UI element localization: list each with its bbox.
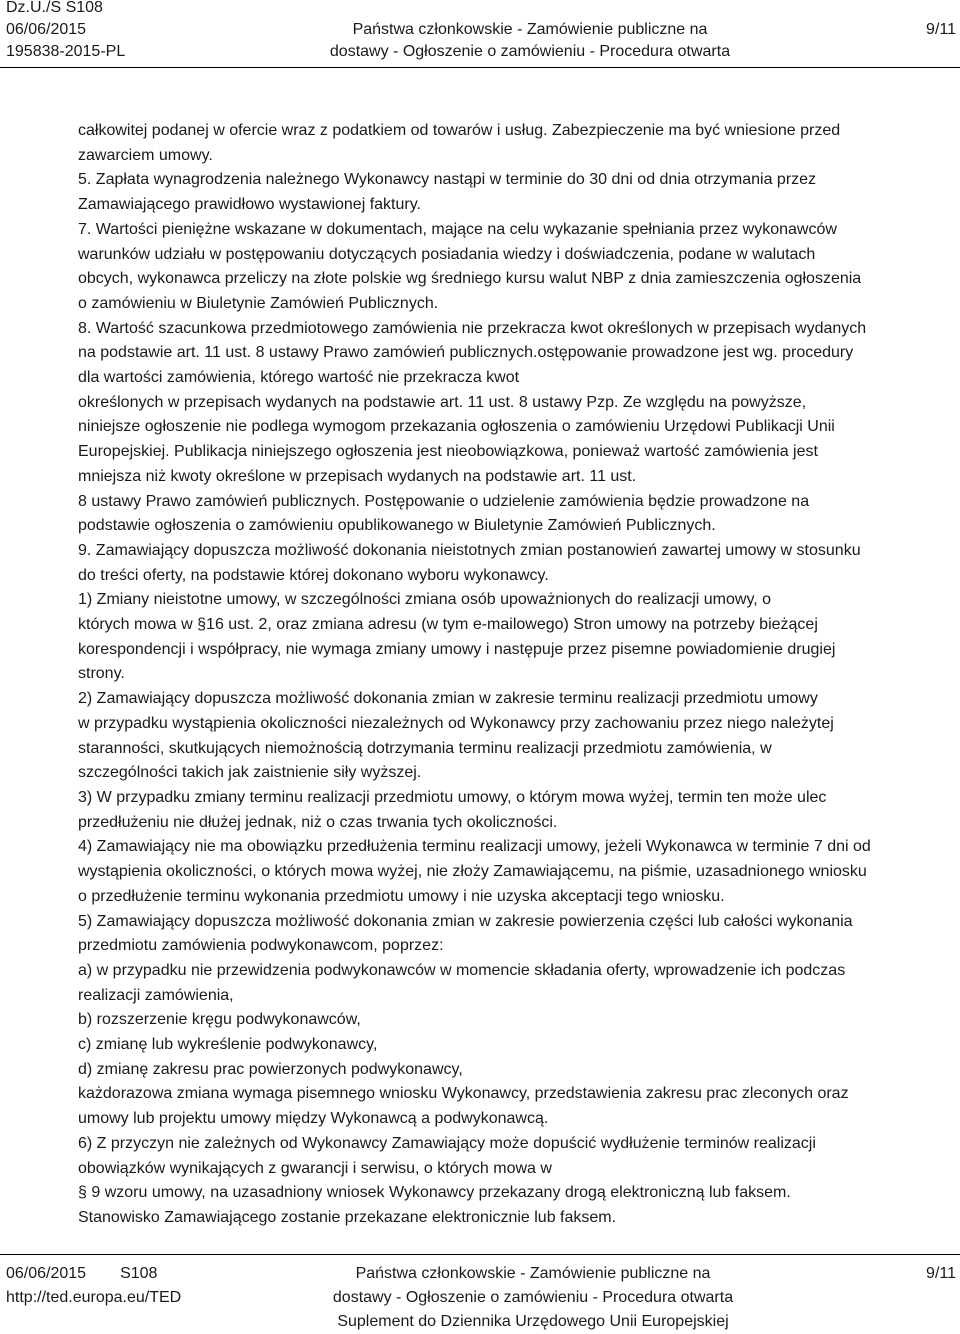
header-reference	[6, 0, 125, 63]
body-text-line: 1) Zmiany nieistotne umowy, w szczególności zmiana osób upoważnionych do realizacji umowy, o	[78, 591, 772, 609]
body-text-line: 8. Wartość szacunkowa przedmiotowego zamówienia nie przekracza kwot określonych w przepisach wydanych	[78, 319, 867, 337]
body-text-line: Stanowisko Zamawiającego zostanie przekazane elektronicznie lub faksem.	[78, 1208, 617, 1226]
body-text-line: mniejsza niż kwoty określone w przepisach wydanych na podstawie art. 11 ust.	[78, 467, 637, 485]
notice-number: 195838-2015-PL	[6, 43, 126, 60]
body-text-line: korespondencji i współpracy, nie wymaga zmiany umowy i następuje przez pisemne powiadomienie drugiej	[78, 640, 836, 658]
body-text-line: 9. Zamawiający dopuszcza możliwość dokonania nieistotnych zmian postanowień zawartej umowy w stosunku	[78, 541, 861, 559]
body-text-line: strony.	[78, 665, 125, 683]
page-header	[0, 0, 960, 66]
body-text-line: których mowa w §16 ust. 2, oraz zmiana adresu (w tym e-mailowego) Stron umowy na potrzeby bieżącej	[78, 616, 818, 634]
body-text-line: warunków udziału w postępowaniu dotyczących posiadania wiedzy i doświadczenia, podane w walutach	[78, 245, 816, 263]
footer-url[interactable]: http://ted.europa.eu/TED	[6, 1289, 182, 1306]
body-text-line: przedmiotu zamówienia podwykonawcom, poprzez:	[78, 937, 444, 955]
body-text-line: szczególności takich jak zaistnienie siły wyższej.	[78, 764, 422, 782]
header-date: 06/06/2015	[6, 21, 87, 38]
body-text-line: do treści oferty, na podstawie której dokonano wyboru wykonawcy.	[78, 566, 549, 584]
body-text-line: niniejsze ogłoszenie nie podlega wymogom przekazania ogłoszenia o zamówieniu Urzędowi Publikacji Unii	[78, 418, 835, 436]
body-text-line: o przedłużenie terminu wykonania przedmiotu umowy i nie uzyska akceptacji tego wniosku.	[78, 887, 725, 905]
header-divider	[0, 67, 960, 68]
body-text-line: obowiązków wynikających z gwarancji i serwisu, o których mowa w	[78, 1159, 552, 1177]
body-text-line: Zamawiającego prawidłowo wystawionej faktury.	[78, 196, 421, 214]
footer-section: S108	[120, 1265, 158, 1282]
footer-title-line-2: dostawy - Ogłoszenie o zamówieniu - Procedura otwarta	[332, 1289, 734, 1306]
body-text-line: § 9 wzoru umowy, na uzasadniony wniosek Wykonawcy przekazany drogą elektroniczną lub faksem.	[78, 1184, 791, 1202]
body-text-line: Europejskiej. Publikacja niniejszego ogłoszenia jest nieobowiązkowa, ponieważ wartość zamówienia jest	[78, 443, 818, 461]
body-text-line: podstawie ogłoszenia o zamówieniu opublikowanego w Biuletynie Zamówień Publicznych.	[78, 517, 716, 535]
body-text-line: staranności, skutkujących niemożnością dotrzymania terminu realizacji przedmiotu zamówienia, w	[78, 739, 772, 757]
body-text-line: 2) Zamawiający dopuszcza możliwość dokonania zmian w zakresie terminu realizacji przedmiotu umowy	[78, 690, 818, 708]
document-body	[78, 119, 956, 1231]
body-text-line: wystąpienia okoliczności, o których mowa wyżej, nie złoży Zamawiającemu, na piśmie, uzasadnionego wniosku	[78, 863, 867, 881]
body-text-line: dla wartości zamówienia, którego wartość nie przekracza kwot	[78, 369, 520, 387]
body-text-line: c) zmianę lub wykreślenie podwykonawcy,	[78, 1036, 378, 1054]
body-text-line: w przypadku wystąpienia okoliczności niezależnych od Wykonawcy przy zachowaniu przez niego należytej	[78, 714, 834, 732]
body-text-line: całkowitej podanej w ofercie wraz z podatkiem od towarów i usług. Zabezpieczenie ma być wniesione przed	[78, 122, 841, 139]
body-text-line: zawarciem umowy.	[78, 146, 213, 164]
footer-divider	[0, 1254, 960, 1255]
body-text-line: obcych, wykonawca przeliczy na złote polskie wg średniego kursu walut NBP z dnia zamieszczenia ogłoszenia	[78, 270, 862, 288]
body-text-line: 3) W przypadku zmiany terminu realizacji przedmiotu umowy, o którym mowa wyżej, termin ten może ulec	[78, 788, 827, 806]
body-text-line: 5. Zapłata wynagrodzenia należnego Wykonawcy nastąpi w terminie do 30 dni od dnia otrzymania przez	[78, 171, 817, 189]
body-text-line: na podstawie art. 11 ust. 8 ustawy Prawo zamówień publicznych.ostępowanie prowadzone jest wg. procedury	[78, 344, 854, 362]
footer-title	[308, 1262, 758, 1334]
header-title	[315, 19, 745, 63]
body-text-line: 5) Zamawiający dopuszcza możliwość dokonania zmian w zakresie powierzenia części lub całości wykonania	[78, 912, 853, 930]
journal-reference: Dz.U./S S108	[6, 0, 103, 16]
body-text-line: 8 ustawy Prawo zamówień publicznych. Postępowanie o udzielenie zamówienia będzie prowadzone na	[78, 492, 810, 510]
body-text-line: 6) Z przyczyn nie zależnych od Wykonawcy Zamawiający może dopuścić wydłużenie terminów realizacji	[78, 1134, 816, 1152]
footer-title-line-3: Suplement do Dziennika Urzędowego Unii Europejskiej	[337, 1313, 729, 1330]
body-text-line: 4) Zamawiający nie ma obowiązku przedłużenia terminu realizacji umowy, jeżeli Wykonawca w terminie 7 dni od	[78, 838, 871, 856]
body-text-line: umowy lub projektu umowy między Wykonawcą a podwykonawcą.	[78, 1110, 549, 1128]
body-text-line: określonych w przepisach wydanych na podstawie art. 11 ust. 8 ustawy Pzp. Ze względu na powyższe,	[78, 393, 807, 411]
header-title-line-2: dostawy - Ogłoszenie o zamówieniu - Procedura otwarta	[329, 43, 731, 60]
body-text-line: b) rozszerzenie kręgu podwykonawców,	[78, 1011, 361, 1029]
body-text-line: 7. Wartości pieniężne wskazane w dokumentach, mające na celu wykazanie spełniania przez wykonawców	[78, 220, 837, 238]
body-text-line: d) zmianę zakresu prac powierzonych podwykonawcy,	[78, 1060, 463, 1078]
header-page-number: 9/11	[926, 21, 956, 38]
footer-title-line-1: Państwa członkowskie - Zamówienie publiczne na	[355, 1265, 711, 1282]
body-text-line: a) w przypadku nie przewidzenia podwykonawców w momencie składania oferty, wprowadzenie ich podczas	[78, 961, 846, 979]
header-title-line-1: Państwa członkowskie - Zamówienie publiczne na	[352, 21, 708, 38]
body-text-line: o zamówieniu w Biuletynie Zamówień Publicznych.	[78, 294, 439, 312]
body-text-line: każdorazowa zmiana wymaga pisemnego wniosku Wykonawcy, przedstawienia zakresu prac zleconych oraz	[78, 1085, 849, 1103]
footer-date: 06/06/2015	[6, 1265, 87, 1282]
footer-page-number: 9/11	[926, 1265, 956, 1282]
body-text-line: realizacji zamówienia,	[78, 986, 234, 1004]
page-footer	[0, 1262, 960, 1334]
body-text-line: przedłużeniu nie dłużej jednak, niż o czas trwania tych okoliczności.	[78, 813, 558, 831]
footer-reference	[6, 1262, 181, 1310]
